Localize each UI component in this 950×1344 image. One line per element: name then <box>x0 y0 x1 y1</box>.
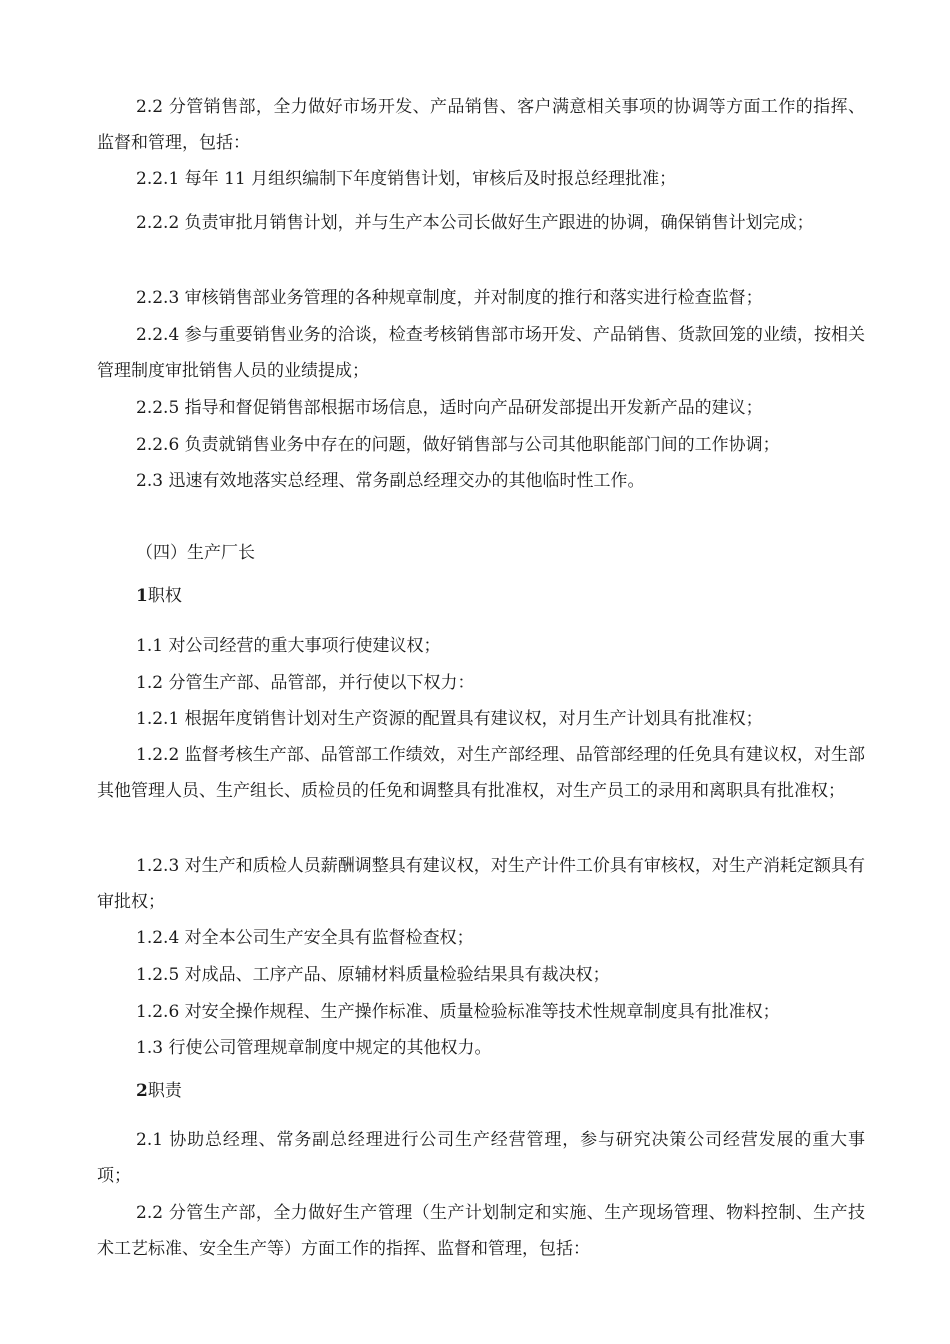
paragraph-2-2-4: 2.2.4 参与重要销售业务的洽谈，检查考核销售部市场开发、产品销售、货款回笼的业绩，按相关管理制度审批销售人员的业绩提成； <box>97 325 865 381</box>
paragraph-1-1: 1.1 对公司经营的重大事项行使建议权； <box>136 636 441 656</box>
subheading-authority <box>97 578 865 614</box>
paragraph-duty-2-2: 2.2 分管生产部，全力做好生产管理（生产计划制定和实施、生产现场管理、物料控制、生产技术工艺标准、安全生产等）方面工作的指挥、监督和管理，包括： <box>97 1203 865 1259</box>
paragraph-2-2-3: 2.2.3 审核销售部业务管理的各种规章制度，并对制度的推行和落实进行检查监督； <box>136 288 763 308</box>
section-heading-production-manager: （四）生产厂长 <box>136 543 255 563</box>
paragraph-duty-2-1: 2.1 协助总经理、常务副总经理进行公司生产经营管理，参与研究决策公司经营发展的重大事项； <box>97 1130 865 1186</box>
paragraph-2-2-1: 2.2.1 每年 11 月组织编制下年度销售计划，审核后及时报总经理批准； <box>136 169 677 189</box>
paragraph-1-2-1: 1.2.1 根据年度销售计划对生产资源的配置具有建议权，对月生产计划具有批准权； <box>136 709 763 729</box>
paragraph-1-2-5: 1.2.5 对成品、工序产品、原辅材料质量检验结果具有裁决权； <box>136 965 610 985</box>
paragraph-1-2-6: 1.2.6 对安全操作规程、生产操作标准、质量检验标准等技术性规章制度具有批准权； <box>136 1002 780 1022</box>
paragraph-1-2: 1.2 分管生产部、品管部，并行使以下权力： <box>136 673 475 693</box>
paragraph-2-2-2: 2.2.2 负责审批月销售计划，并与生产本公司长做好生产跟进的协调，确保销售计划完成； <box>136 213 814 233</box>
subheading-authority-number: 1 <box>136 586 148 606</box>
paragraph-1-2-2: 1.2.2 监督考核生产部、品管部工作绩效，对生产部经理、品管部经理的任免具有建议权，对生部其他管理人员、生产组长、质检员的任免和调整具有批准权，对生产员工的录用和离职具有批准权； <box>97 745 865 801</box>
subheading-authority-label: 职权 <box>147 586 182 606</box>
paragraph-1-2-4: 1.2.4 对全本公司生产安全具有监督检查权； <box>136 928 474 948</box>
paragraph-2-2-5: 2.2.5 指导和督促销售部根据市场信息，适时向产品研发部提出开发新产品的建议； <box>136 398 763 418</box>
subheading-duties-label: 职责 <box>147 1081 182 1101</box>
paragraph-1-3: 1.3 行使公司管理规章制度中规定的其他权力。 <box>136 1038 492 1058</box>
paragraph-2-2-6: 2.2.6 负责就销售业务中存在的问题，做好销售部与公司其他职能部门间的工作协调； <box>136 435 780 455</box>
subheading-duties <box>97 1073 865 1109</box>
paragraph-2-2: 2.2 分管销售部，全力做好市场开发、产品销售、客户满意相关事项的协调等方面工作的指挥、监督和管理，包括： <box>97 97 865 153</box>
paragraph-2-3: 2.3 迅速有效地落实总经理、常务副总经理交办的其他临时性工作。 <box>136 471 645 491</box>
paragraph-1-2-3: 1.2.3 对生产和质检人员薪酬调整具有建议权，对生产计件工价具有审核权，对生产消耗定额具有审批权； <box>97 856 865 912</box>
subheading-duties-number: 2 <box>136 1081 148 1101</box>
